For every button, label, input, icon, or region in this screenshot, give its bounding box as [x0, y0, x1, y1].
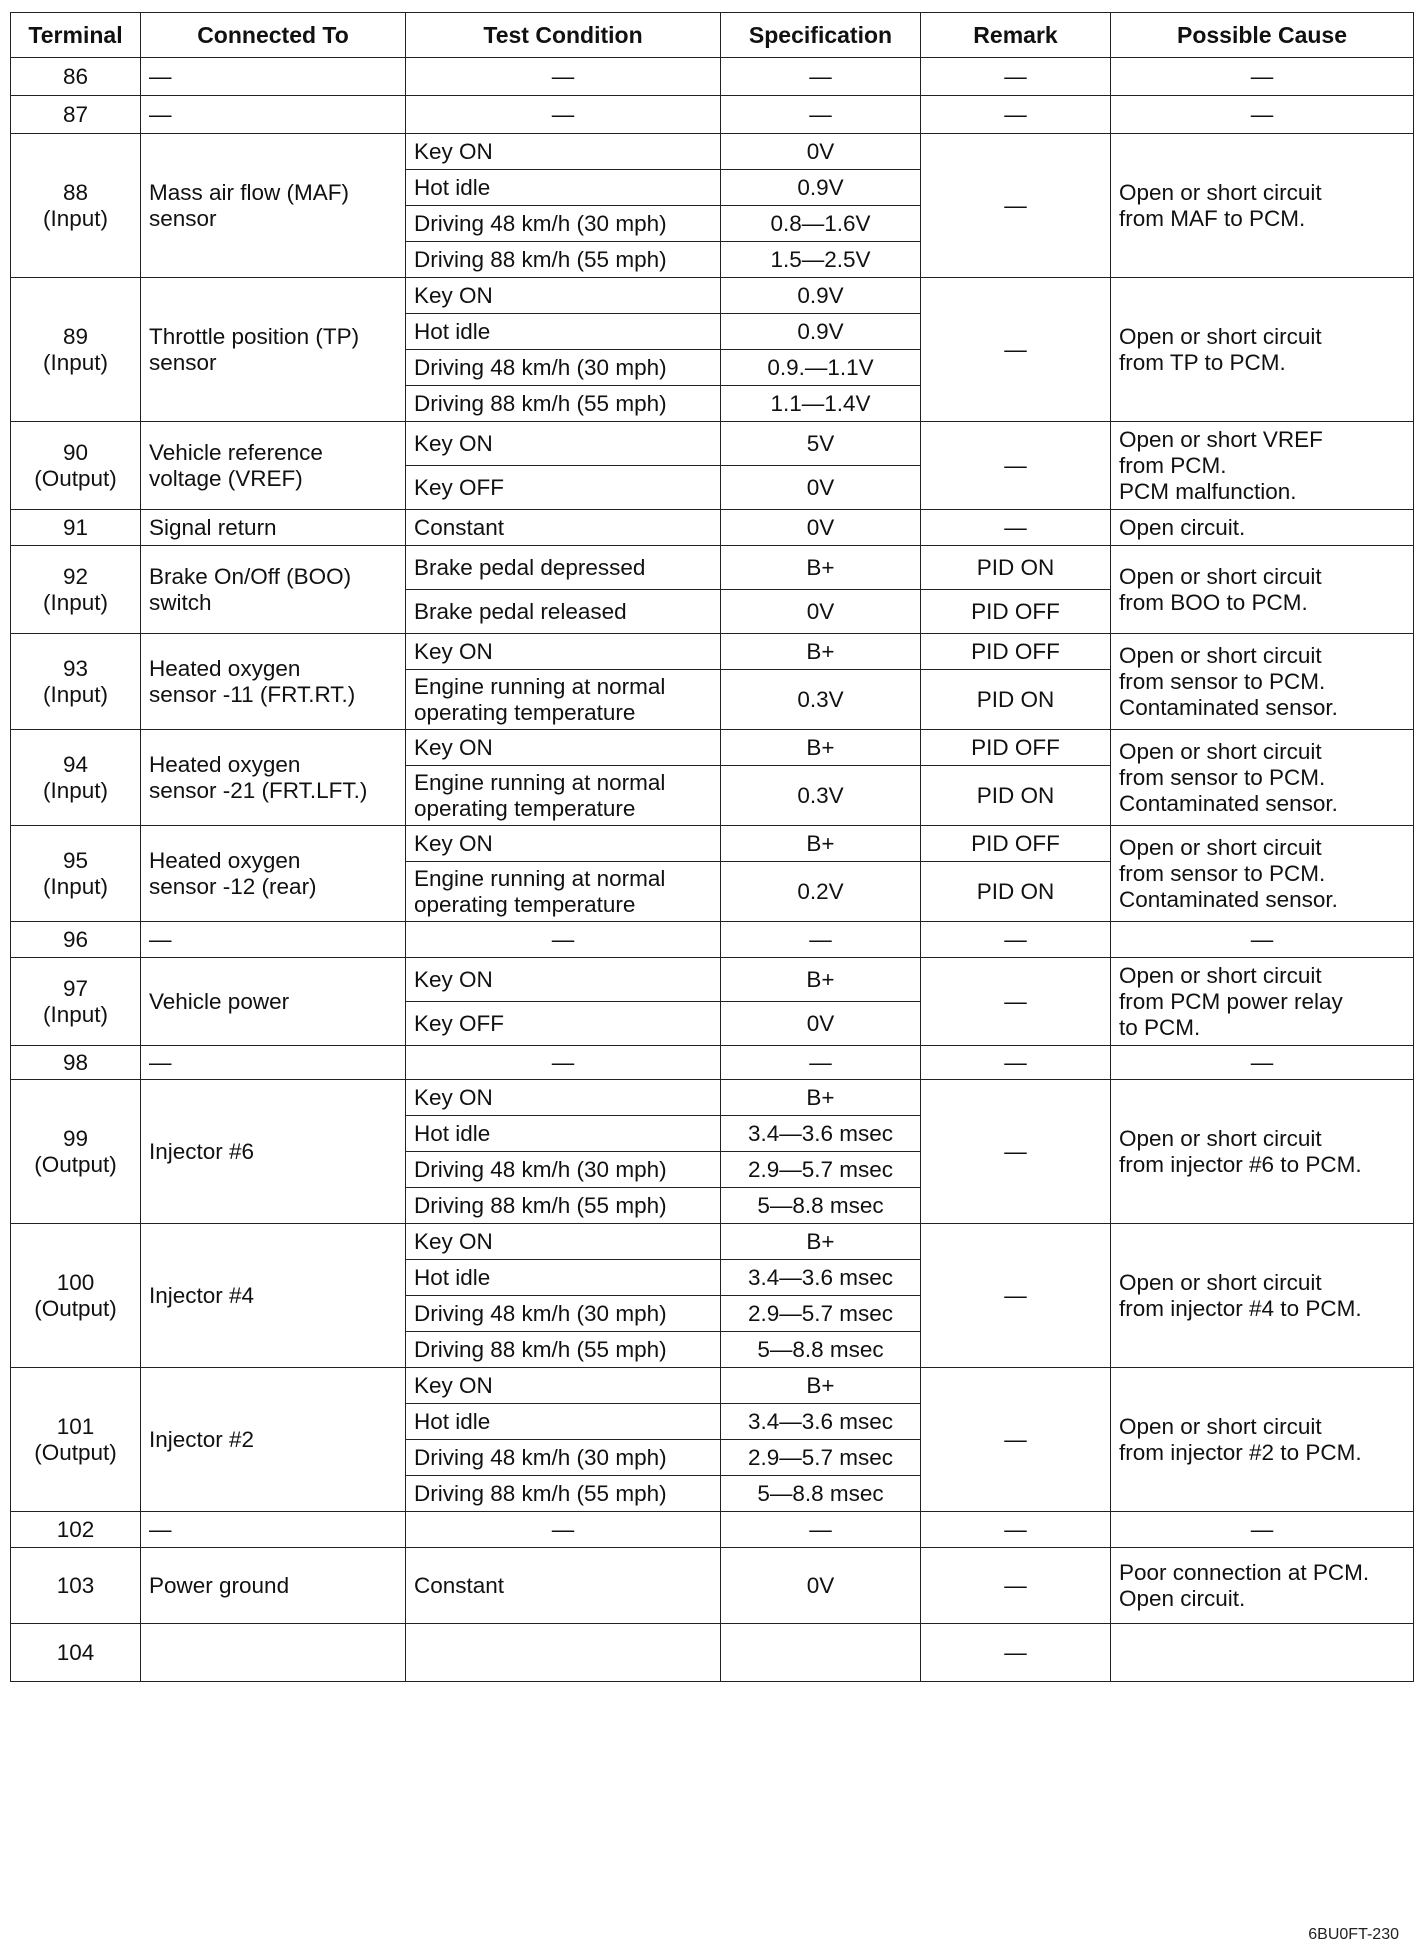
possible-cause-cell: — — [1111, 96, 1414, 134]
specification-cell: B+ — [721, 1224, 921, 1260]
terminal-cell: 104 — [11, 1624, 141, 1682]
specification-cell: 0.9V — [721, 278, 921, 314]
header-test-condition: Test Condition — [406, 13, 721, 58]
terminal-cell: 88 (Input) — [11, 134, 141, 278]
test-condition-cell: Key ON — [406, 422, 721, 466]
specification-cell: 0.8—1.6V — [721, 206, 921, 242]
test-condition-cell: Hot idle — [406, 170, 721, 206]
specification-cell: 0V — [721, 466, 921, 510]
connected-to-cell: — — [141, 96, 406, 134]
table-row — [11, 278, 1414, 314]
test-condition-cell: Driving 48 km/h (30 mph) — [406, 1296, 721, 1332]
specification-cell: B+ — [721, 730, 921, 766]
remark-cell: — — [921, 1224, 1111, 1368]
connected-to-cell — [141, 1624, 406, 1682]
table-row — [11, 510, 1414, 546]
test-condition-cell: Brake pedal depressed — [406, 546, 721, 590]
header-remark: Remark — [921, 13, 1111, 58]
terminal-cell: 87 — [11, 96, 141, 134]
test-condition-cell: Key ON — [406, 1368, 721, 1404]
possible-cause-cell: Open or short circuit from sensor to PCM. Contaminated sensor. — [1111, 730, 1414, 826]
table-row — [11, 546, 1414, 590]
remark-cell: — — [921, 922, 1111, 958]
header-specification: Specification — [721, 13, 921, 58]
specification-cell: 0.3V — [721, 766, 921, 826]
test-condition-cell: — — [406, 58, 721, 96]
connected-to-cell: — — [141, 1046, 406, 1080]
test-condition-cell: Driving 88 km/h (55 mph) — [406, 1332, 721, 1368]
test-condition-cell: Engine running at normal operating temperature — [406, 862, 721, 922]
specification-cell: 2.9—5.7 msec — [721, 1440, 921, 1476]
test-condition-cell: Engine running at normal operating temperature — [406, 766, 721, 826]
remark-cell: — — [921, 58, 1111, 96]
terminal-cell: 93 (Input) — [11, 634, 141, 730]
test-condition-cell: Driving 48 km/h (30 mph) — [406, 1152, 721, 1188]
remark-cell: — — [921, 1512, 1111, 1548]
table-row — [11, 1080, 1414, 1116]
specification-cell: 0.9V — [721, 170, 921, 206]
pcm-terminal-table-page — [10, 12, 1413, 1943]
possible-cause-cell: Open or short circuit from PCM power relay to PCM. — [1111, 958, 1414, 1046]
test-condition-cell: Key ON — [406, 134, 721, 170]
possible-cause-cell: — — [1111, 1512, 1414, 1548]
possible-cause-cell: Open or short VREF from PCM. PCM malfunction. — [1111, 422, 1414, 510]
table-row — [11, 96, 1414, 134]
table-row — [11, 730, 1414, 766]
test-condition-cell: Constant — [406, 1548, 721, 1624]
table-body — [11, 58, 1414, 1682]
remark-cell: — — [921, 1548, 1111, 1624]
test-condition-cell: Key ON — [406, 1080, 721, 1116]
remark-cell: PID OFF — [921, 634, 1111, 670]
specification-cell: B+ — [721, 1368, 921, 1404]
specification-cell: 5—8.8 msec — [721, 1188, 921, 1224]
specification-cell: B+ — [721, 958, 921, 1002]
terminal-cell: 99 (Output) — [11, 1080, 141, 1224]
table-row — [11, 922, 1414, 958]
test-condition-cell: Key ON — [406, 958, 721, 1002]
connected-to-cell: Signal return — [141, 510, 406, 546]
connected-to-cell: Throttle position (TP) sensor — [141, 278, 406, 422]
header-connected-to: Connected To — [141, 13, 406, 58]
specification-cell: B+ — [721, 826, 921, 862]
table-row — [11, 1224, 1414, 1260]
remark-cell: PID ON — [921, 766, 1111, 826]
connected-to-cell: Injector #2 — [141, 1368, 406, 1512]
connected-to-cell: Vehicle power — [141, 958, 406, 1046]
header-row — [11, 13, 1414, 58]
terminal-cell: 95 (Input) — [11, 826, 141, 922]
test-condition-cell: — — [406, 1046, 721, 1080]
test-condition-cell: Key OFF — [406, 1002, 721, 1046]
remark-cell: — — [921, 96, 1111, 134]
terminal-cell: 86 — [11, 58, 141, 96]
specification-cell: 0V — [721, 1002, 921, 1046]
test-condition-cell: Driving 88 km/h (55 mph) — [406, 1476, 721, 1512]
possible-cause-cell: Open or short circuit from injector #6 to PCM. — [1111, 1080, 1414, 1224]
table-row — [11, 58, 1414, 96]
table-row — [11, 826, 1414, 862]
table-row — [11, 958, 1414, 1002]
specification-cell: B+ — [721, 634, 921, 670]
possible-cause-cell: Open or short circuit from BOO to PCM. — [1111, 546, 1414, 634]
specification-cell: 5—8.8 msec — [721, 1332, 921, 1368]
terminal-cell: 98 — [11, 1046, 141, 1080]
specification-cell: 0V — [721, 510, 921, 546]
header-terminal: Terminal — [11, 13, 141, 58]
test-condition-cell: Driving 88 km/h (55 mph) — [406, 242, 721, 278]
specification-cell: 0.3V — [721, 670, 921, 730]
pcm-terminal-table — [10, 12, 1414, 1682]
specification-cell: — — [721, 96, 921, 134]
remark-cell: — — [921, 1080, 1111, 1224]
specification-cell: — — [721, 58, 921, 96]
connected-to-cell: — — [141, 58, 406, 96]
connected-to-cell: Injector #4 — [141, 1224, 406, 1368]
terminal-cell: 96 — [11, 922, 141, 958]
specification-cell: 0V — [721, 590, 921, 634]
table-row — [11, 1368, 1414, 1404]
remark-cell: — — [921, 1368, 1111, 1512]
specification-cell: 1.5—2.5V — [721, 242, 921, 278]
test-condition-cell: Key ON — [406, 826, 721, 862]
test-condition-cell: — — [406, 96, 721, 134]
connected-to-cell: Power ground — [141, 1548, 406, 1624]
terminal-cell: 101 (Output) — [11, 1368, 141, 1512]
terminal-cell: 89 (Input) — [11, 278, 141, 422]
test-condition-cell: Key ON — [406, 634, 721, 670]
test-condition-cell: — — [406, 922, 721, 958]
connected-to-cell: Heated oxygen sensor -21 (FRT.LFT.) — [141, 730, 406, 826]
test-condition-cell: Constant — [406, 510, 721, 546]
table-row — [11, 422, 1414, 466]
specification-cell: 0.2V — [721, 862, 921, 922]
possible-cause-cell: — — [1111, 1046, 1414, 1080]
terminal-cell: 102 — [11, 1512, 141, 1548]
test-condition-cell: Driving 88 km/h (55 mph) — [406, 1188, 721, 1224]
connected-to-cell: Vehicle reference voltage (VREF) — [141, 422, 406, 510]
specification-cell: B+ — [721, 546, 921, 590]
test-condition-cell: Driving 48 km/h (30 mph) — [406, 1440, 721, 1476]
specification-cell: 3.4—3.6 msec — [721, 1260, 921, 1296]
specification-cell: — — [721, 1512, 921, 1548]
terminal-cell: 100 (Output) — [11, 1224, 141, 1368]
header-possible-cause: Possible Cause — [1111, 13, 1414, 58]
remark-cell: PID ON — [921, 862, 1111, 922]
specification-cell: 0.9V — [721, 314, 921, 350]
test-condition-cell: Brake pedal released — [406, 590, 721, 634]
test-condition-cell: Driving 48 km/h (30 mph) — [406, 206, 721, 242]
connected-to-cell: Mass air flow (MAF) sensor — [141, 134, 406, 278]
terminal-cell: 90 (Output) — [11, 422, 141, 510]
possible-cause-cell: Poor connection at PCM. Open circuit. — [1111, 1548, 1414, 1624]
remark-cell: PID OFF — [921, 826, 1111, 862]
test-condition-cell: Key ON — [406, 1224, 721, 1260]
remark-cell: — — [921, 278, 1111, 422]
possible-cause-cell: Open circuit. — [1111, 510, 1414, 546]
table-row — [11, 134, 1414, 170]
specification-cell: 5V — [721, 422, 921, 466]
specification-cell: 0.9.—1.1V — [721, 350, 921, 386]
specification-cell: 2.9—5.7 msec — [721, 1296, 921, 1332]
remark-cell: PID OFF — [921, 590, 1111, 634]
specification-cell: 2.9—5.7 msec — [721, 1152, 921, 1188]
remark-cell: PID ON — [921, 546, 1111, 590]
table-row — [11, 1512, 1414, 1548]
connected-to-cell: — — [141, 922, 406, 958]
remark-cell: PID OFF — [921, 730, 1111, 766]
remark-cell: — — [921, 1046, 1111, 1080]
figure-code: 6BU0FT-230 — [1308, 1926, 1399, 1943]
possible-cause-cell: Open or short circuit from sensor to PCM. Contaminated sensor. — [1111, 826, 1414, 922]
possible-cause-cell: — — [1111, 58, 1414, 96]
terminal-cell: 94 (Input) — [11, 730, 141, 826]
connected-to-cell: — — [141, 1512, 406, 1548]
terminal-cell: 91 — [11, 510, 141, 546]
table-row — [11, 1624, 1414, 1682]
specification-cell: — — [721, 922, 921, 958]
test-condition-cell: Hot idle — [406, 1404, 721, 1440]
remark-cell: — — [921, 958, 1111, 1046]
test-condition-cell: Driving 48 km/h (30 mph) — [406, 350, 721, 386]
test-condition-cell — [406, 1624, 721, 1682]
specification-cell — [721, 1624, 921, 1682]
connected-to-cell: Heated oxygen sensor -11 (FRT.RT.) — [141, 634, 406, 730]
specification-cell: 3.4—3.6 msec — [721, 1116, 921, 1152]
remark-cell: — — [921, 510, 1111, 546]
test-condition-cell: Engine running at normal operating temperature — [406, 670, 721, 730]
test-condition-cell: Key OFF — [406, 466, 721, 510]
specification-cell: 1.1—1.4V — [721, 386, 921, 422]
connected-to-cell: Heated oxygen sensor -12 (rear) — [141, 826, 406, 922]
specification-cell: — — [721, 1046, 921, 1080]
possible-cause-cell: Open or short circuit from sensor to PCM. Contaminated sensor. — [1111, 634, 1414, 730]
possible-cause-cell: Open or short circuit from injector #4 to PCM. — [1111, 1224, 1414, 1368]
specification-cell: 0V — [721, 1548, 921, 1624]
specification-cell: 3.4—3.6 msec — [721, 1404, 921, 1440]
table-row — [11, 1548, 1414, 1624]
test-condition-cell: Hot idle — [406, 1260, 721, 1296]
remark-cell: — — [921, 422, 1111, 510]
test-condition-cell: Driving 88 km/h (55 mph) — [406, 386, 721, 422]
terminal-cell: 92 (Input) — [11, 546, 141, 634]
specification-cell: 0V — [721, 134, 921, 170]
possible-cause-cell — [1111, 1624, 1414, 1682]
possible-cause-cell: Open or short circuit from TP to PCM. — [1111, 278, 1414, 422]
connected-to-cell: Injector #6 — [141, 1080, 406, 1224]
remark-cell: PID ON — [921, 670, 1111, 730]
test-condition-cell: Hot idle — [406, 1116, 721, 1152]
remark-cell: — — [921, 134, 1111, 278]
test-condition-cell: Key ON — [406, 730, 721, 766]
connected-to-cell: Brake On/Off (BOO) switch — [141, 546, 406, 634]
remark-cell: — — [921, 1624, 1111, 1682]
terminal-cell: 103 — [11, 1548, 141, 1624]
table-row — [11, 1046, 1414, 1080]
possible-cause-cell: Open or short circuit from MAF to PCM. — [1111, 134, 1414, 278]
table-row — [11, 634, 1414, 670]
possible-cause-cell: Open or short circuit from injector #2 to PCM. — [1111, 1368, 1414, 1512]
test-condition-cell: — — [406, 1512, 721, 1548]
test-condition-cell: Hot idle — [406, 314, 721, 350]
test-condition-cell: Key ON — [406, 278, 721, 314]
specification-cell: 5—8.8 msec — [721, 1476, 921, 1512]
possible-cause-cell: — — [1111, 922, 1414, 958]
specification-cell: B+ — [721, 1080, 921, 1116]
terminal-cell: 97 (Input) — [11, 958, 141, 1046]
